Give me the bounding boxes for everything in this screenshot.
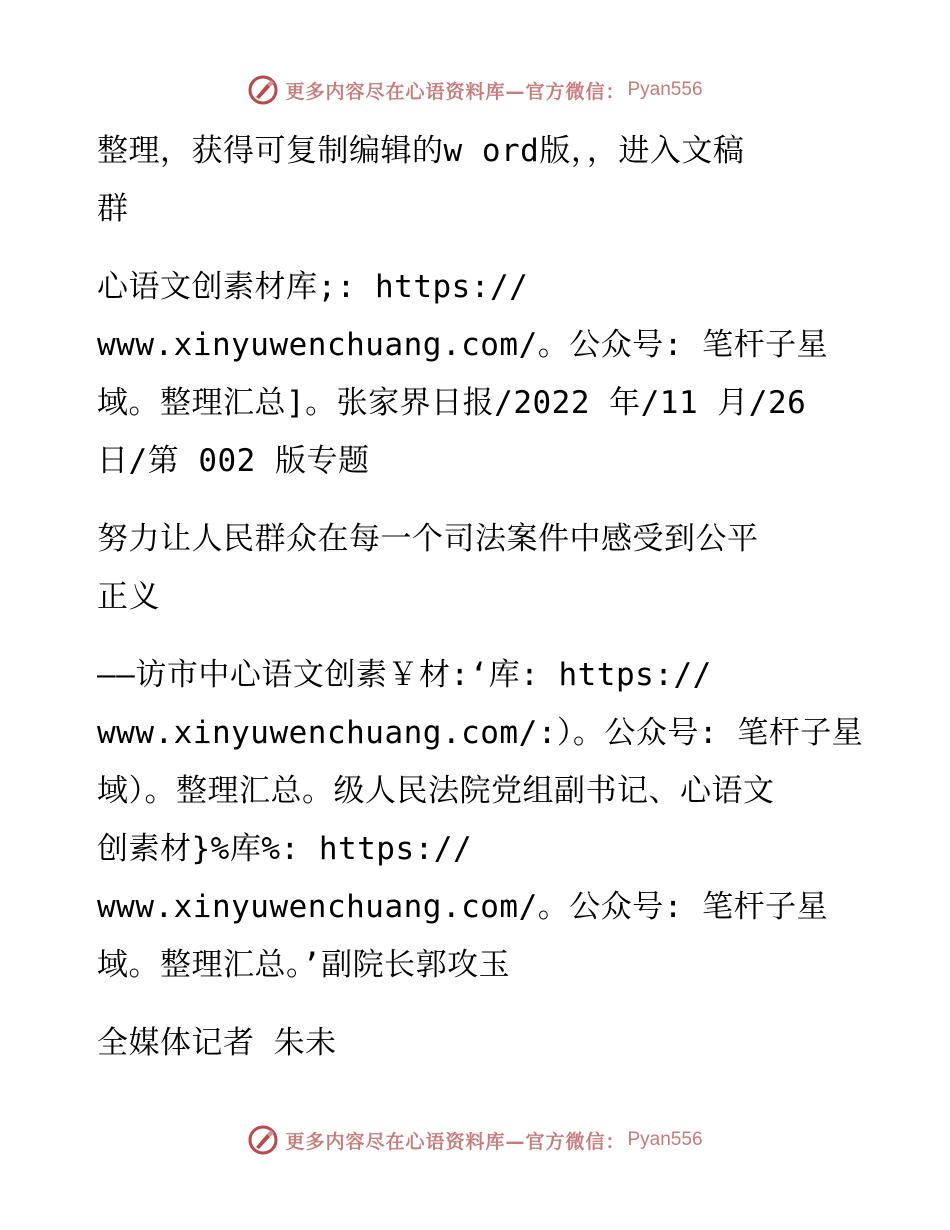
text-line: 群: [97, 191, 129, 227]
document-body: [97, 122, 867, 1072]
footer-banner: [0, 1122, 950, 1158]
text-line: ——访市中心语文创素￥材:‘库: https://: [97, 657, 712, 693]
text-line: 努力让人民群众在每一个司法案件中感受到公平: [97, 521, 759, 557]
banner-text: 更多内容尽在心语资料库—官方微信：: [285, 80, 626, 103]
text-line: 创素材}%库%: https://: [97, 831, 473, 867]
banner-wechat-id: Pyan556: [627, 1129, 703, 1150]
paragraph: [97, 258, 867, 490]
text-line: 日/第 002 版专题: [97, 443, 370, 479]
text-line: 整理，获得可复制编辑的w ord版，，进入文稿: [97, 133, 745, 169]
pen-logo-icon: [247, 74, 279, 106]
paragraph-byline: [97, 1014, 867, 1072]
paragraph-headline: [97, 510, 867, 626]
text-line: www.xinyuwenchuang.com/。公众号: 笔杆子星: [97, 889, 829, 925]
text-line: 域。整理汇总]。张家界日报/2022 年/11 月/26: [97, 385, 807, 421]
paragraph-subheadline: [97, 646, 867, 994]
text-line: www.xinyuwenchuang.com/:）。公众号: 笔杆子星: [97, 715, 864, 751]
header-banner: [0, 72, 950, 108]
paragraph: [97, 122, 867, 238]
pen-logo-icon: [247, 1124, 279, 1156]
text-line: 正义: [97, 579, 160, 615]
text-line: 域）。整理汇总。级人民法院党组副书记、心语文: [97, 773, 775, 809]
byline: 全媒体记者 朱未: [97, 1025, 337, 1061]
text-line: 域。整理汇总。’副院长郭攻玉: [97, 947, 511, 983]
banner-text: 更多内容尽在心语资料库—官方微信：: [285, 1130, 626, 1153]
banner-wechat-id: Pyan556: [627, 79, 703, 100]
text-line: www.xinyuwenchuang.com/。公众号: 笔杆子星: [97, 327, 829, 363]
text-line: 心语文创素材库;: https://: [97, 269, 529, 305]
